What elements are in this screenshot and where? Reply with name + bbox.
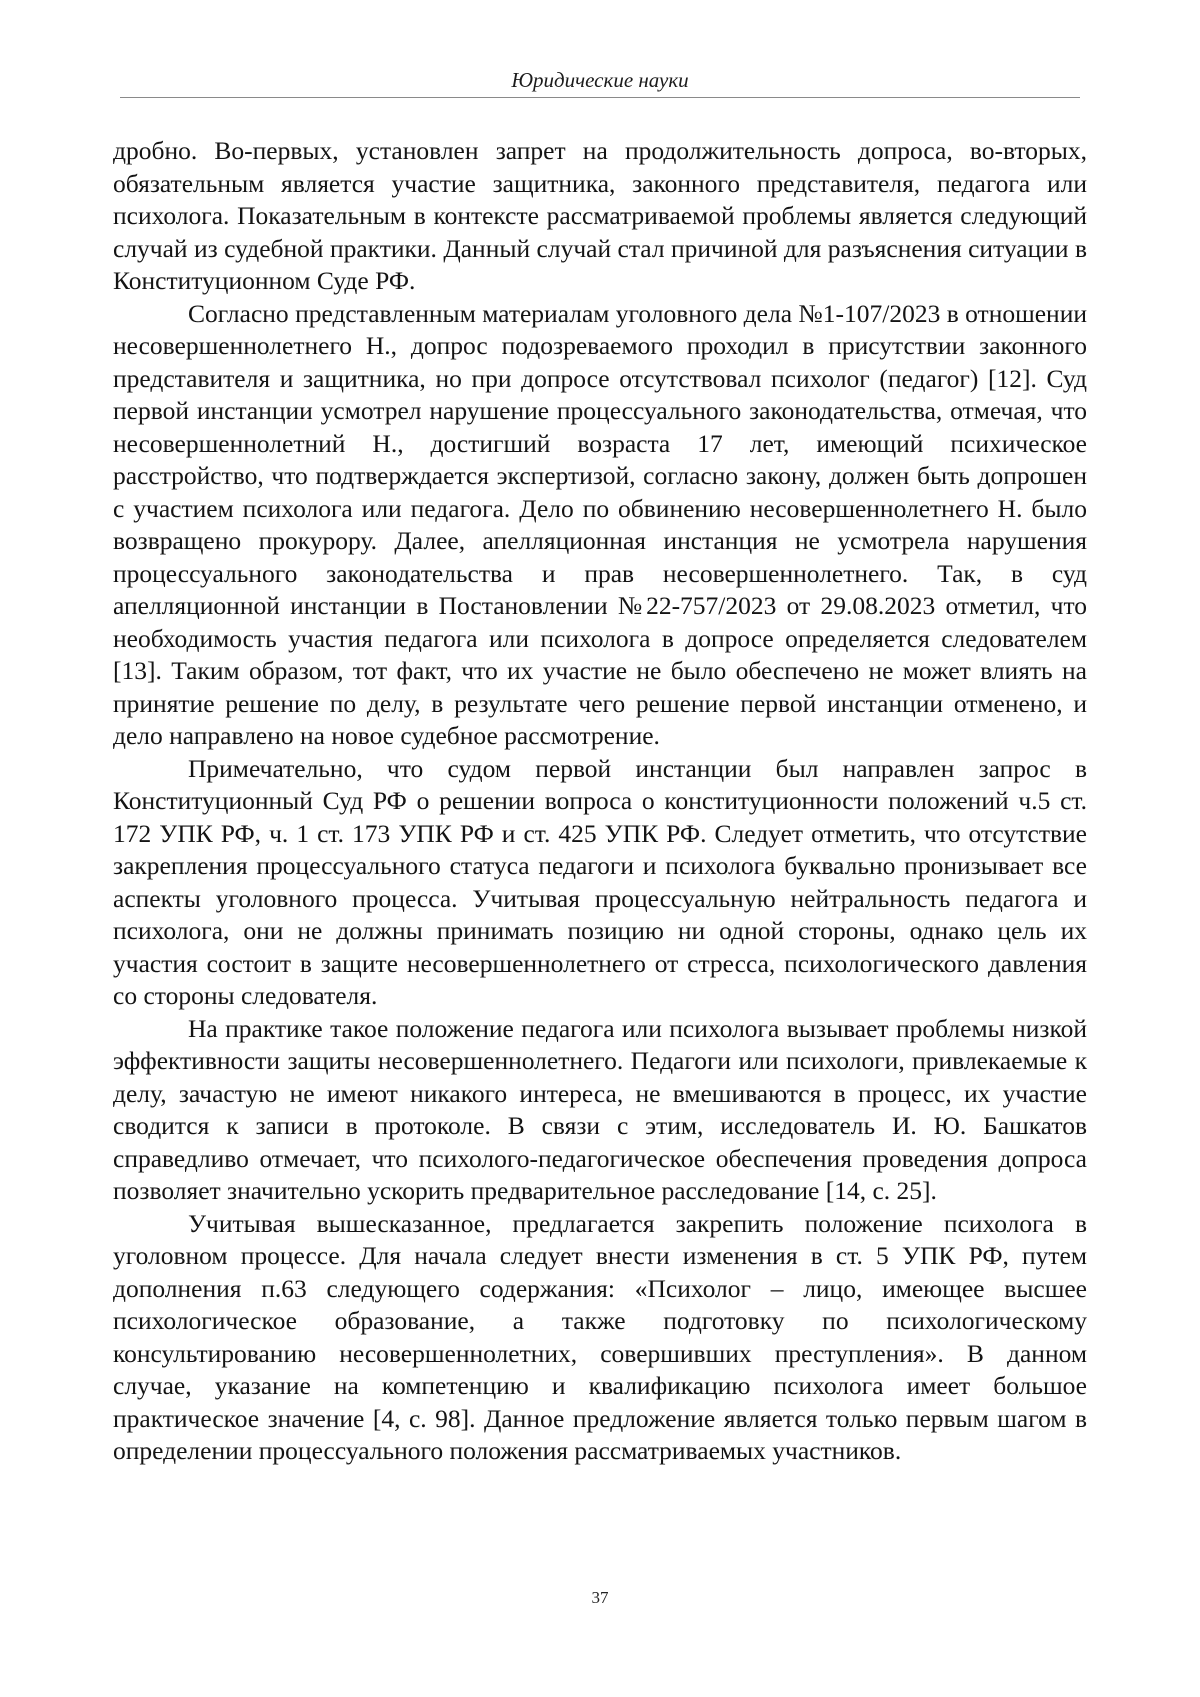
header-divider	[120, 97, 1080, 98]
running-header: Юридические науки	[511, 68, 689, 92]
paragraph-case-description: Согласно представленным материалам уголовного дела №1-107/2023 в отношении несовершеннолетнего Н., допрос подозреваемого проходил в присутствии законного представителя и защитника, но при допросе отсутствовал психолог (педагог) [12]. Суд первой инстанции усмотрел нарушение процессуального законодательства, отмечая, что несовершеннолетний Н., достигший возраста 17 лет, имеющий психическое расстройство, что подтверждается экспертизой, согласно закону, должен быть допрошен с участием психолога или педагога. Дело по обвинению несовершеннолетнего Н. было возвращено прокурору. Далее, апелляционная инстанция не усмотрела нарушения процессуального законодательства и прав несовершеннолетнего. Так, в суд апелляционной инстанции в Постановлении №22-757/2023 от 29.08.2023 отметил, что необходимость участия педагога или психолога в допросе определяется следователем [13]. Таким образом, тот факт, что их участие не было обеспечено не может влиять на принятие решение по делу, в результате чего решение первой инстанции отменено, и дело направлено на новое судебное рассмотрение.	[113, 298, 1087, 750]
body-text	[113, 135, 1087, 1468]
paragraph-proposal: Учитывая вышесказанное, предлагается закрепить положение психолога в уголовном процессе. Для начала следует внести изменения в ст. 5 УПК РФ, путем дополнения п.63 следующего содержания: «Психолог – лицо, имеющее высшее психологическое образование, а также подготовку по психологическому консультированию несовершеннолетних, совершивших преступления». В данном случае, указание на компетенцию и квалификацию психолога имеет большое практическое значение [4, с. 98]. Данное предложение является только первым шагом в определении процессуального положения рассматриваемых участников.	[113, 1208, 1087, 1465]
paragraph-continuation: дробно. Во-первых, установлен запрет на продолжительность допроса, во-вторых, обязательным является участие защитника, законного представителя, педагога или психолога. Показательным в контексте рассматриваемой проблемы является следующий случай из судебной практики. Данный случай стал причиной для разъяснения ситуации в Конституционном Суде РФ.	[113, 136, 1087, 295]
page-number: 37	[591, 1588, 609, 1607]
paragraph-practice-problems: На практике такое положение педагога или психолога вызывает проблемы низкой эффективности защиты несовершеннолетнего. Педагоги или психологи, привлекаемые к делу, зачастую не имеют никакого интереса, не вмешиваются в процесс, их участие сводится к записи в протоколе. В связи с этим, исследователь И. Ю. Башкатов справедливо отмечает, что психолого-педагогическое обеспечения проведения допроса позволяет значительно ускорить предварительное расследование [14, с. 25].	[113, 1013, 1087, 1205]
paragraph-constitutional-request: Примечательно, что судом первой инстанции был направлен запрос в Конституционный Суд РФ о решении вопроса о конституционности положений ч.5 ст. 172 УПК РФ, ч. 1 ст. 173 УПК РФ и ст. 425 УПК РФ. Следует отметить, что отсутствие закрепления процессуального статуса педагоги и психолога буквально пронизывает все аспекты уголовного процесса. Учитывая процессуальную нейтральность педагога и психолога, они не должны принимать позицию ни одной стороны, однако цель их участия состоит в защите несовершеннолетнего от стресса, психологического давления со стороны следователя.	[113, 753, 1087, 1010]
